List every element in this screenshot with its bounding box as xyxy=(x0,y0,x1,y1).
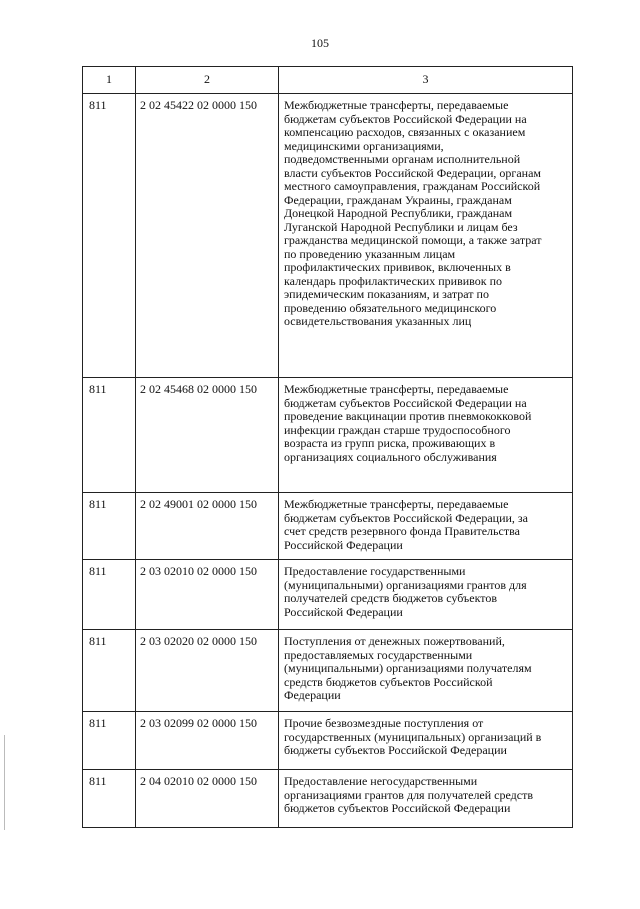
description-line: счет средств резервного фонда Правительства xyxy=(284,524,520,538)
budget-code-cell xyxy=(136,94,279,378)
admin-code: 811 xyxy=(89,564,107,578)
description-line: организациях социального обслуживания xyxy=(284,449,497,464)
admin-code: 811 xyxy=(89,716,107,730)
table-row xyxy=(83,712,573,770)
description-cell xyxy=(279,94,573,378)
description-line: освидетельствования указанных лиц xyxy=(284,314,472,328)
admin-code-cell xyxy=(83,712,136,770)
table-row xyxy=(83,493,573,560)
description-line: Предоставление негосударственными xyxy=(284,774,478,788)
budget-code-cell xyxy=(136,378,279,493)
table-row xyxy=(83,630,573,712)
table-row xyxy=(83,770,573,828)
description-line: Луганской Народной Республики и лицам без xyxy=(284,219,518,234)
budget-code: 2 02 45422 02 0000 150 xyxy=(140,98,257,112)
budget-classification-table xyxy=(82,66,573,828)
admin-code-cell xyxy=(83,94,136,378)
description-line: Федерации, гражданам Украины, гражданам xyxy=(284,192,512,207)
description-line: проведение вакцинации против пневмококковой xyxy=(284,409,532,423)
budget-code-cell xyxy=(136,493,279,560)
description-line: Прочие безвозмездные поступления от xyxy=(284,716,484,730)
description-line: календарь профилактических прививок по xyxy=(284,273,502,288)
description-line: Межбюджетные трансферты, передаваемые xyxy=(284,98,509,112)
description-line: Российской Федерации xyxy=(284,604,403,619)
budget-code-cell xyxy=(136,770,279,828)
description-cell xyxy=(279,770,573,828)
description-line: Донецкой Народной Республики, гражданам xyxy=(284,206,513,220)
description-line: бюджетам субъектов Российской Федерации, за xyxy=(284,510,528,525)
description-line: Российской Федерации xyxy=(284,537,403,552)
description-line: бюджетам субъектов Российской Федерации на xyxy=(284,111,527,126)
description-line: Межбюджетные трансферты, передаваемые xyxy=(284,497,509,511)
description-line: власти субъектов Российской Федерации, органам xyxy=(284,165,541,180)
description-cell xyxy=(279,630,573,712)
table-row xyxy=(83,94,573,378)
budget-code: 2 03 02020 02 0000 150 xyxy=(140,634,257,648)
description-cell xyxy=(279,378,573,493)
description-line: (муниципальными) организациями грантов для xyxy=(284,577,527,592)
budget-code-cell xyxy=(136,712,279,770)
description-line: Поступления от денежных пожертвований, xyxy=(284,634,505,648)
table-header-row xyxy=(83,67,573,94)
description-line: бюджеты субъектов Российской Федерации xyxy=(284,743,507,757)
admin-code: 811 xyxy=(89,497,107,511)
description-line: средств бюджетов субъектов Российской xyxy=(284,674,493,689)
description-line: предоставляемых государственными xyxy=(284,647,473,662)
column-header-3: 3 xyxy=(279,67,573,94)
admin-code: 811 xyxy=(89,774,107,788)
description-line: организациями грантов для получателей средств xyxy=(284,787,534,802)
description-line: бюджетам субъектов Российской Федерации на xyxy=(284,395,527,410)
admin-code: 811 xyxy=(89,382,107,396)
budget-code: 2 02 45468 02 0000 150 xyxy=(140,382,257,396)
admin-code: 811 xyxy=(89,98,107,112)
description-line: получателей средств бюджетов субъектов xyxy=(284,591,497,605)
budget-code: 2 02 49001 02 0000 150 xyxy=(140,497,257,511)
description-line: подведомственными органам исполнительной xyxy=(284,152,521,166)
description-line: по проведению указанным лицам xyxy=(284,246,456,261)
scan-artifact xyxy=(4,735,5,830)
budget-code: 2 04 02010 02 0000 150 xyxy=(140,774,257,788)
description-line: инфекции граждан старше трудоспособного xyxy=(284,422,511,437)
column-header-2: 2 xyxy=(136,67,279,94)
admin-code-cell xyxy=(83,493,136,560)
description-cell xyxy=(279,560,573,630)
budget-code: 2 03 02099 02 0000 150 xyxy=(140,716,257,730)
admin-code-cell xyxy=(83,560,136,630)
description-line: Предоставление государственными xyxy=(284,564,466,578)
admin-code: 811 xyxy=(89,634,107,648)
description-line: медицинскими организациями, xyxy=(284,138,444,153)
admin-code-cell xyxy=(83,630,136,712)
description-line: возраста из групп риска, проживающих в xyxy=(284,436,496,450)
description-line: проведению обязательного медицинского xyxy=(284,300,497,315)
description-line: Федерации xyxy=(284,688,341,702)
table-row xyxy=(83,560,573,630)
budget-code: 2 03 02010 02 0000 150 xyxy=(140,564,257,578)
description-cell xyxy=(279,712,573,770)
description-line: местного самоуправления, гражданам Российской xyxy=(284,179,541,193)
budget-code-cell xyxy=(136,630,279,712)
description-line: бюджетов субъектов Российской Федерации xyxy=(284,801,511,815)
description-line: профилактических прививок, включенных в xyxy=(284,260,511,274)
description-line: (муниципальными) организациями получателям xyxy=(284,661,532,675)
description-line: государственных (муниципальных) организаций в xyxy=(284,729,542,744)
admin-code-cell xyxy=(83,378,136,493)
admin-code-cell xyxy=(83,770,136,828)
description-line: гражданства медицинской помощи, а также затрат xyxy=(284,233,542,247)
column-header-1: 1 xyxy=(83,67,136,94)
budget-code-cell xyxy=(136,560,279,630)
table-row xyxy=(83,378,573,493)
description-line: эпидемическим показаниям, и затрат по xyxy=(284,287,489,301)
description-line: Межбюджетные трансферты, передаваемые xyxy=(284,382,509,396)
page-number: 105 xyxy=(311,36,329,50)
description-line: компенсацию расходов, связанных с оказанием xyxy=(284,125,526,139)
description-cell xyxy=(279,493,573,560)
